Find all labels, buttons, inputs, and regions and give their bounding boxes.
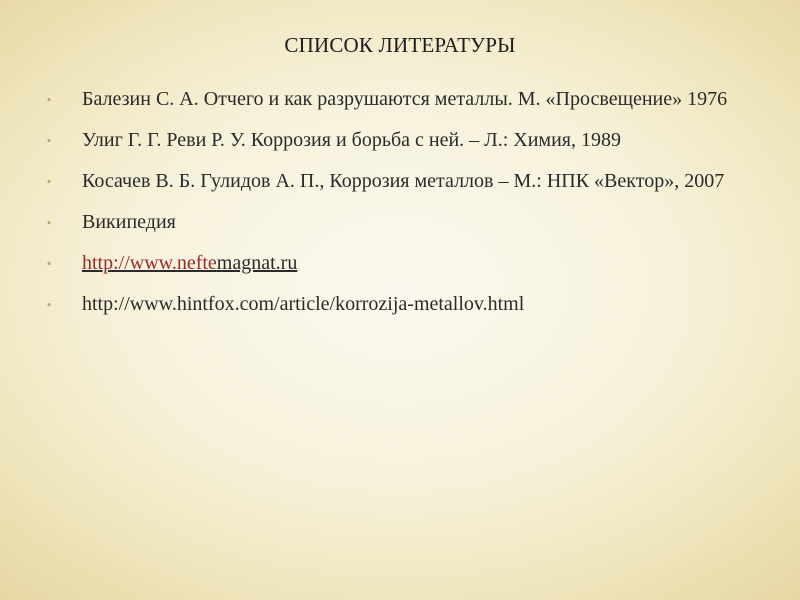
reference-text: Улиг Г. Г. Реви Р. У. Коррозия и борьба с ней. – Л.: Химия, 1989 bbox=[82, 129, 621, 151]
link-text-rest: magnat.ru bbox=[216, 252, 298, 274]
list-item bbox=[44, 125, 774, 156]
bullet-icon: • bbox=[46, 297, 52, 312]
reference-text: Википедия bbox=[82, 211, 176, 233]
bullet-icon: • bbox=[46, 174, 52, 189]
slide-title: СПИСОК ЛИТЕРАТУРЫ bbox=[284, 33, 516, 57]
list-item bbox=[44, 207, 774, 238]
bullet-icon: • bbox=[46, 133, 52, 148]
hintfox-url: http://www.hintfox.com/article/korrozija-metallov.html bbox=[82, 293, 525, 315]
bullet-icon: • bbox=[46, 256, 52, 271]
list-item bbox=[44, 248, 774, 279]
neftemagnat-link[interactable] bbox=[82, 252, 297, 274]
bullet-icon: • bbox=[46, 92, 52, 107]
list-item bbox=[44, 84, 774, 115]
list-item bbox=[44, 166, 774, 197]
bullet-icon: • bbox=[46, 215, 52, 230]
reference-text: Косачев В. Б. Гулидов А. П., Коррозия металлов – М.: НПК «Вектор», 2007 bbox=[82, 170, 725, 192]
reference-text: Балезин С. А. Отчего и как разрушаются металлы. М. «Просвещение» 1976 bbox=[82, 88, 728, 110]
reference-list bbox=[44, 84, 774, 330]
link-text-accent: http://www.nefte bbox=[82, 252, 217, 274]
list-item bbox=[44, 289, 774, 320]
